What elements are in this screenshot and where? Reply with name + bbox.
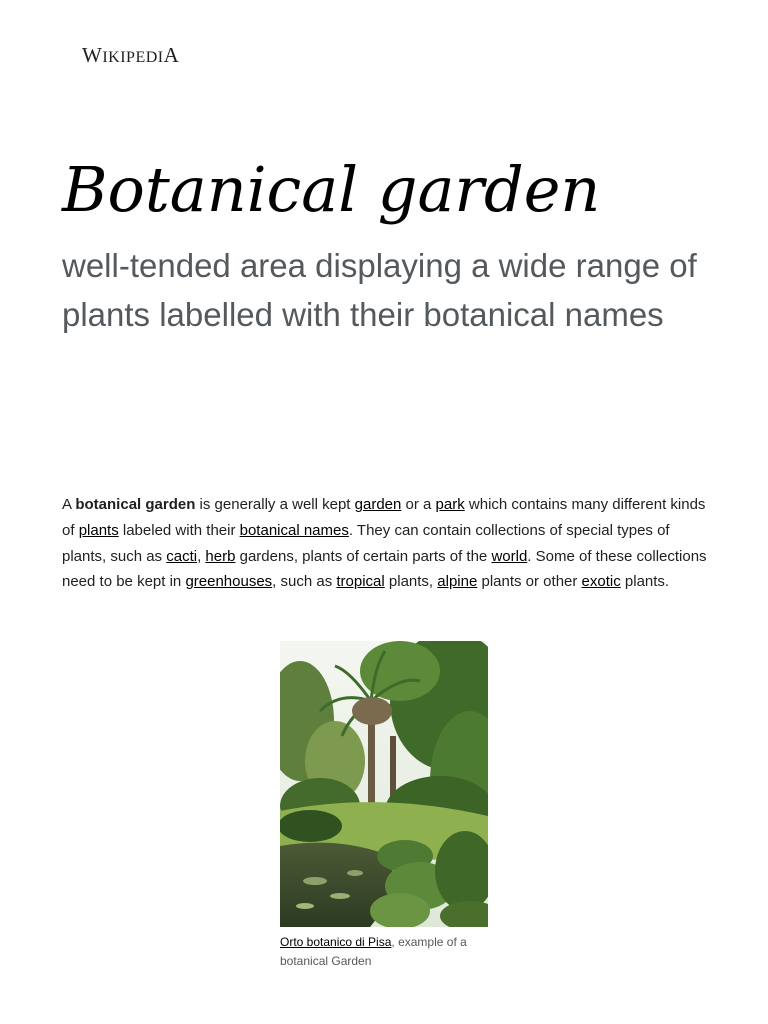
garden-photo[interactable] [280, 641, 488, 927]
figure [280, 641, 488, 971]
link-tropical[interactable]: tropical [336, 573, 385, 591]
wordmark-last-letter: A [163, 43, 180, 67]
lead-text: A [62, 496, 76, 513]
caption-text: , example of a botanical Garden [280, 935, 467, 968]
lead-text: plants or other [477, 573, 582, 591]
lead-text: , [197, 547, 206, 565]
link-alpine[interactable]: alpine [437, 573, 478, 591]
link-park[interactable]: park [435, 496, 465, 513]
lead-text: which contains many different kinds of [62, 496, 706, 539]
lead-paragraph [62, 492, 712, 595]
lead-bold-term: botanical garden [75, 496, 196, 513]
link-world[interactable]: world [491, 547, 528, 565]
link-exotic[interactable]: exotic [581, 573, 621, 591]
lead-text: , such as [272, 573, 337, 591]
lead-text: plants, [384, 573, 438, 591]
caption-link[interactable]: Orto botanico di Pisa [280, 935, 392, 949]
link-botanical-names[interactable]: botanical names [239, 521, 349, 539]
link-herb[interactable]: herb [205, 547, 236, 565]
page-description: well-tended area displaying a wide range of plants labelled with their botanical names [62, 247, 697, 333]
lead-text: gardens, plants of certain parts of the [235, 547, 492, 565]
wordmark-first-letter: W [82, 43, 103, 67]
lead-text: labeled with their [118, 521, 240, 539]
wikipedia-wordmark[interactable] [82, 43, 179, 68]
link-plants[interactable]: plants [78, 521, 119, 539]
lead-text: is generally a well kept [195, 496, 355, 513]
figure-caption [280, 933, 480, 971]
link-cacti[interactable]: cacti [166, 547, 198, 565]
lead-text: plants. [620, 573, 670, 591]
wordmark-middle-letters: IKIPEDI [102, 49, 164, 66]
link-greenhouses[interactable]: greenhouses [185, 573, 273, 591]
page-title: Botanical garden [62, 153, 601, 226]
link-garden[interactable]: garden [354, 496, 402, 513]
lead-text: . They can contain collections of special types of plants, such as [62, 521, 670, 565]
lead-text: or a [401, 496, 436, 513]
lead-text: . Some of these collections need to be kept in [62, 547, 707, 591]
